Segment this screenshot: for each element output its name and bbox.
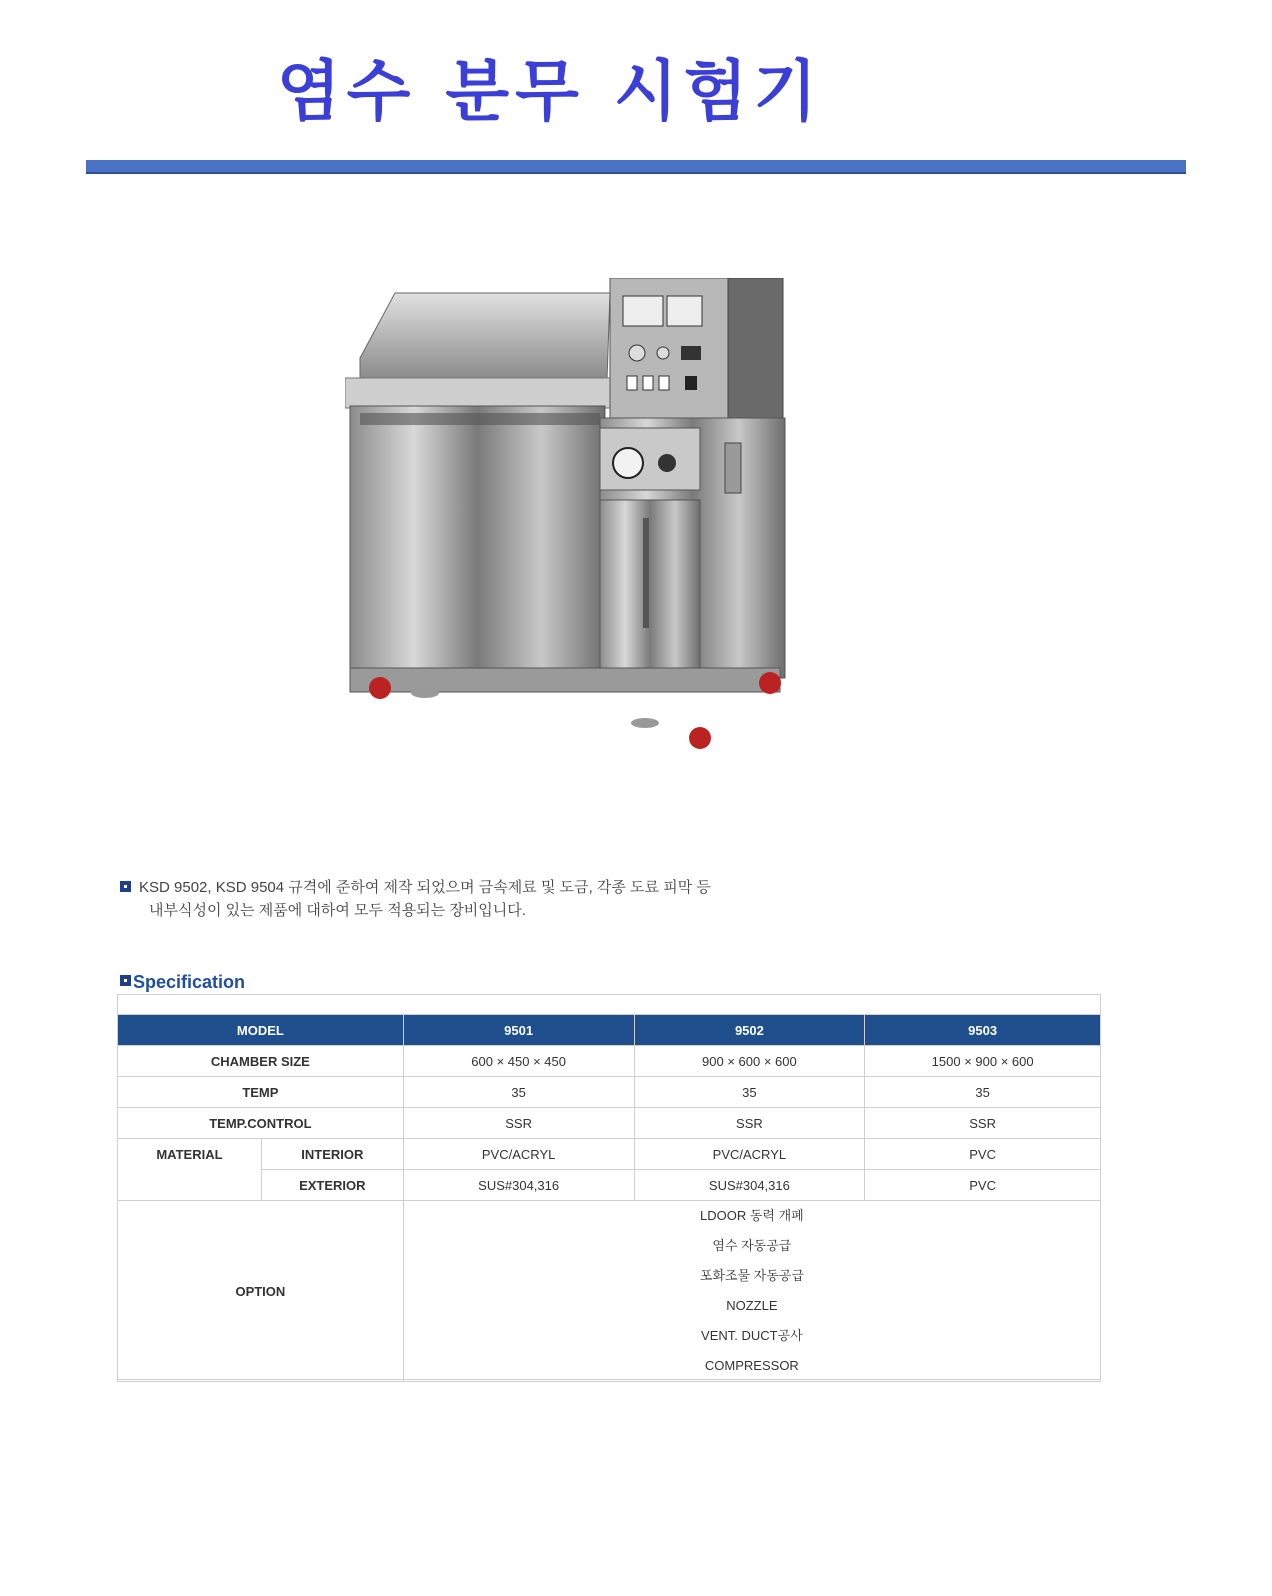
table-row [118, 1201, 1101, 1382]
row-label: TEMP [118, 1077, 404, 1108]
row-sublabel: INTERIOR [261, 1139, 403, 1170]
description-line1: KSD 9502, KSD 9504 규격에 준하여 제작 되었으며 금속제료 및 도금, 각종 도료 피막 등 [139, 879, 711, 896]
table-cell: 35 [403, 1077, 634, 1108]
spec-heading [120, 972, 245, 993]
table-cell: SUS#304,316 [403, 1170, 634, 1201]
table-row [118, 1108, 1101, 1139]
table-row [118, 1077, 1101, 1108]
option-cell [403, 1201, 1100, 1382]
description [120, 876, 820, 922]
table-cell: PVC/ACRYL [634, 1139, 865, 1170]
header-cell: 9502 [634, 1015, 865, 1046]
table-cell: SUS#304,316 [634, 1170, 865, 1201]
table-cell: SSR [865, 1108, 1101, 1139]
table-cell: 1500 × 900 × 600 [865, 1046, 1101, 1077]
spec-heading-text: Specification [133, 972, 246, 992]
header-cell: MODEL [118, 1015, 404, 1046]
page-title: 염수 분무 시험기 [276, 53, 824, 130]
table-row [118, 1046, 1101, 1077]
header-cell: 9501 [403, 1015, 634, 1046]
option-item: 포화조물 자동공급 [699, 1268, 804, 1283]
table-cell: 35 [634, 1077, 865, 1108]
table-cell: 35 [865, 1077, 1101, 1108]
table-row [118, 1139, 1101, 1170]
row-label: TEMP.CONTROL [118, 1108, 404, 1139]
title-divider [86, 160, 1186, 174]
table-cell: PVC [865, 1139, 1101, 1170]
product-image [345, 278, 805, 778]
description-line2: 내부식성이 있는 제품에 대하여 모두 적용되는 장비입니다. [149, 902, 526, 919]
option-item: 염수 자동공급 [712, 1238, 792, 1253]
table-cell: 600 × 450 × 450 [403, 1046, 634, 1077]
table-row [118, 1170, 1101, 1201]
option-item: COMPRESSOR [704, 1358, 799, 1373]
table-header-row [118, 1015, 1101, 1046]
table-cell: PVC/ACRYL [403, 1139, 634, 1170]
table-cell: SSR [403, 1108, 634, 1139]
table-cell: 900 × 600 × 600 [634, 1046, 865, 1077]
option-item: VENT. DUCT공사 [701, 1328, 803, 1343]
table-cell: PVC [865, 1170, 1101, 1201]
row-label: CHAMBER SIZE [118, 1046, 404, 1077]
spec-table [117, 1014, 1101, 1382]
option-item: LDOOR 동력 개폐 [700, 1208, 804, 1223]
header-cell: 9503 [865, 1015, 1101, 1046]
bullet-icon [120, 881, 131, 892]
row-label: MATERIAL [118, 1139, 262, 1201]
option-item: NOZZLE [726, 1298, 778, 1313]
table-cell: SSR [634, 1108, 865, 1139]
bullet-icon [120, 975, 131, 986]
row-sublabel: EXTERIOR [261, 1170, 403, 1201]
row-label: OPTION [118, 1201, 404, 1382]
